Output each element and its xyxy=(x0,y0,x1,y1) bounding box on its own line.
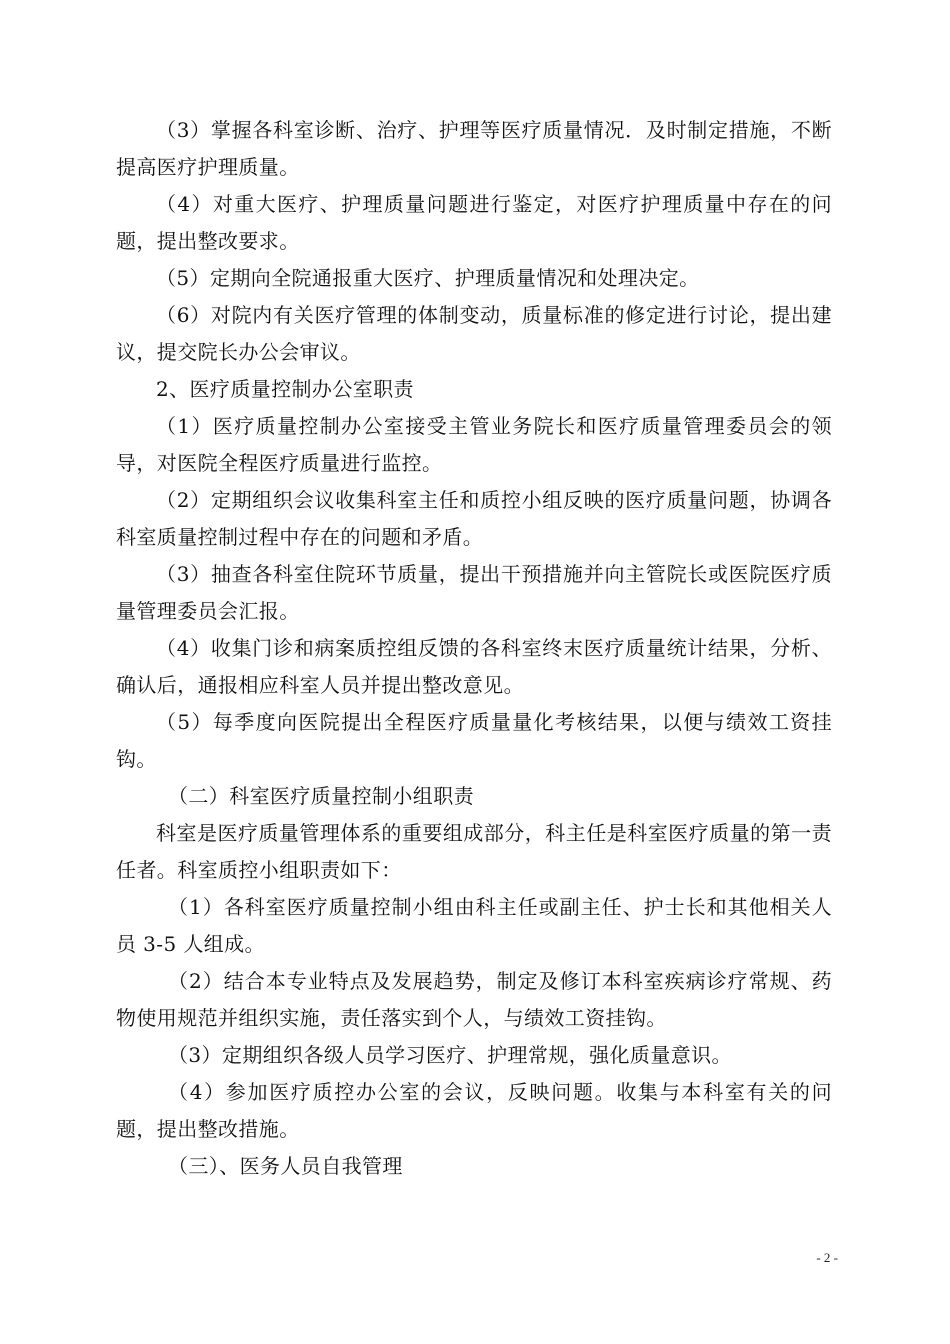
paragraph: （4）收集门诊和病案质控组反馈的各科室终末医疗质量统计结果，分析、确认后，通报相应科室人员并提出整改意见。 xyxy=(116,636,832,697)
page-number: - 2 - xyxy=(816,1250,838,1265)
paragraph: （6）对院内有关医疗管理的体制变动，质量标准的修定进行讨论，提出建议，提交院长办公会审议。 xyxy=(116,303,832,364)
paragraph: （1）医疗质量控制办公室接受主管业务院长和医疗质量管理委员会的领导，对医院全程医疗质量进行监控。 xyxy=(116,414,832,475)
paragraph: （4）对重大医疗、护理质量问题进行鉴定，对医疗护理质量中存在的问题，提出整改要求。 xyxy=(116,192,832,253)
document-body xyxy=(116,112,832,1185)
paragraph: （2）定期组织会议收集科室主任和质控小组反映的医疗质量问题，协调各科室质量控制过程中存在的问题和矛盾。 xyxy=(116,488,832,549)
section-heading: （三）、医务人员自我管理 xyxy=(168,1154,403,1178)
paragraph: （2）结合本专业特点及发展趋势，制定及修订本科室疾病诊疗常规、药物使用规范并组织实施，责任落实到个人，与绩效工资挂钩。 xyxy=(116,969,832,1030)
paragraph: （5）定期向全院通报重大医疗、护理质量情况和处理决定。 xyxy=(156,266,700,290)
paragraph: （1）各科室医疗质量控制小组由科主任或副主任、护士长和其他相关人员 3-5 人组成。 xyxy=(116,895,832,956)
paragraph: （3）掌握各科室诊断、治疗、护理等医疗质量情况．及时制定措施，不断提高医疗护理质量。 xyxy=(116,118,832,179)
section-heading: 2、医疗质量控制办公室职责 xyxy=(156,377,414,401)
paragraph: 科室是医疗质量管理体系的重要组成部分，科主任是科室医疗质量的第一责任者。科室质控小组职责如下： xyxy=(116,821,832,882)
paragraph: （5）每季度向医院提出全程医疗质量量化考核结果，以便与绩效工资挂钩。 xyxy=(116,710,832,771)
section-heading: （二）科室医疗质量控制小组职责 xyxy=(168,784,474,808)
paragraph: （4）参加医疗质控办公室的会议，反映问题。收集与本科室有关的问题，提出整改措施。 xyxy=(116,1080,832,1141)
paragraph: （3）定期组织各级人员学习医疗、护理常规，强化质量意识。 xyxy=(168,1043,732,1067)
paragraph: （3）抽查各科室住院环节质量，提出干预措施并向主管院长或医院医疗质量管理委员会汇报。 xyxy=(116,562,832,623)
